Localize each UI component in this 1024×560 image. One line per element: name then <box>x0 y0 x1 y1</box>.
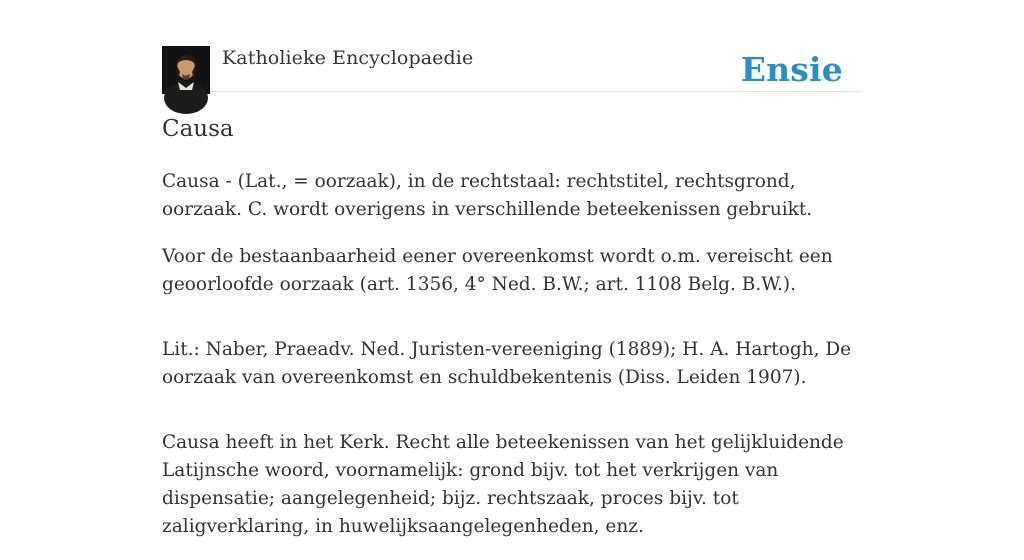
paragraph: Lit.: Naber, Praeadv. Ned. Juristen-vereeniging (1889); H. A. Hartogh, De oorzaak van overeenkomst en schuldbekentenis (Diss. Leiden 1907). <box>162 339 852 388</box>
paragraph: Causa - (Lat., = oorzaak), in de rechtstaal: rechtstitel, rechtsgrond, oorzaak. C. wordt overigens in verschillende beteekenissen gebruikt. <box>162 171 813 220</box>
header <box>162 45 862 92</box>
paragraph: Voor de bestaanbaarheid eener overeenkomst wordt o.m. vereischt een geoorloofde oorzaak (art. 1356, 4° Ned. B.W.; art. 1108 Belg. B.W.). <box>162 246 833 295</box>
paragraph: Causa heeft in het Kerk. Recht alle beteekenissen van het gelijkluidende Latijnsche woord, voornamelijk: grond bijv. tot het verkrijgen van dispensatie; aangelegenheid; bijz. rechtszaak, proces bijv. tot zaligverklaring, in huwelijksaangelegenheden, enz. <box>162 432 844 537</box>
source-name[interactable]: Katholieke Encyclopaedie <box>222 47 474 69</box>
brand-logo[interactable]: Ensie <box>740 50 843 89</box>
portrait-icon <box>162 46 210 94</box>
page-title: Causa <box>162 116 234 142</box>
article-body <box>162 168 862 560</box>
avatar[interactable] <box>162 46 210 94</box>
